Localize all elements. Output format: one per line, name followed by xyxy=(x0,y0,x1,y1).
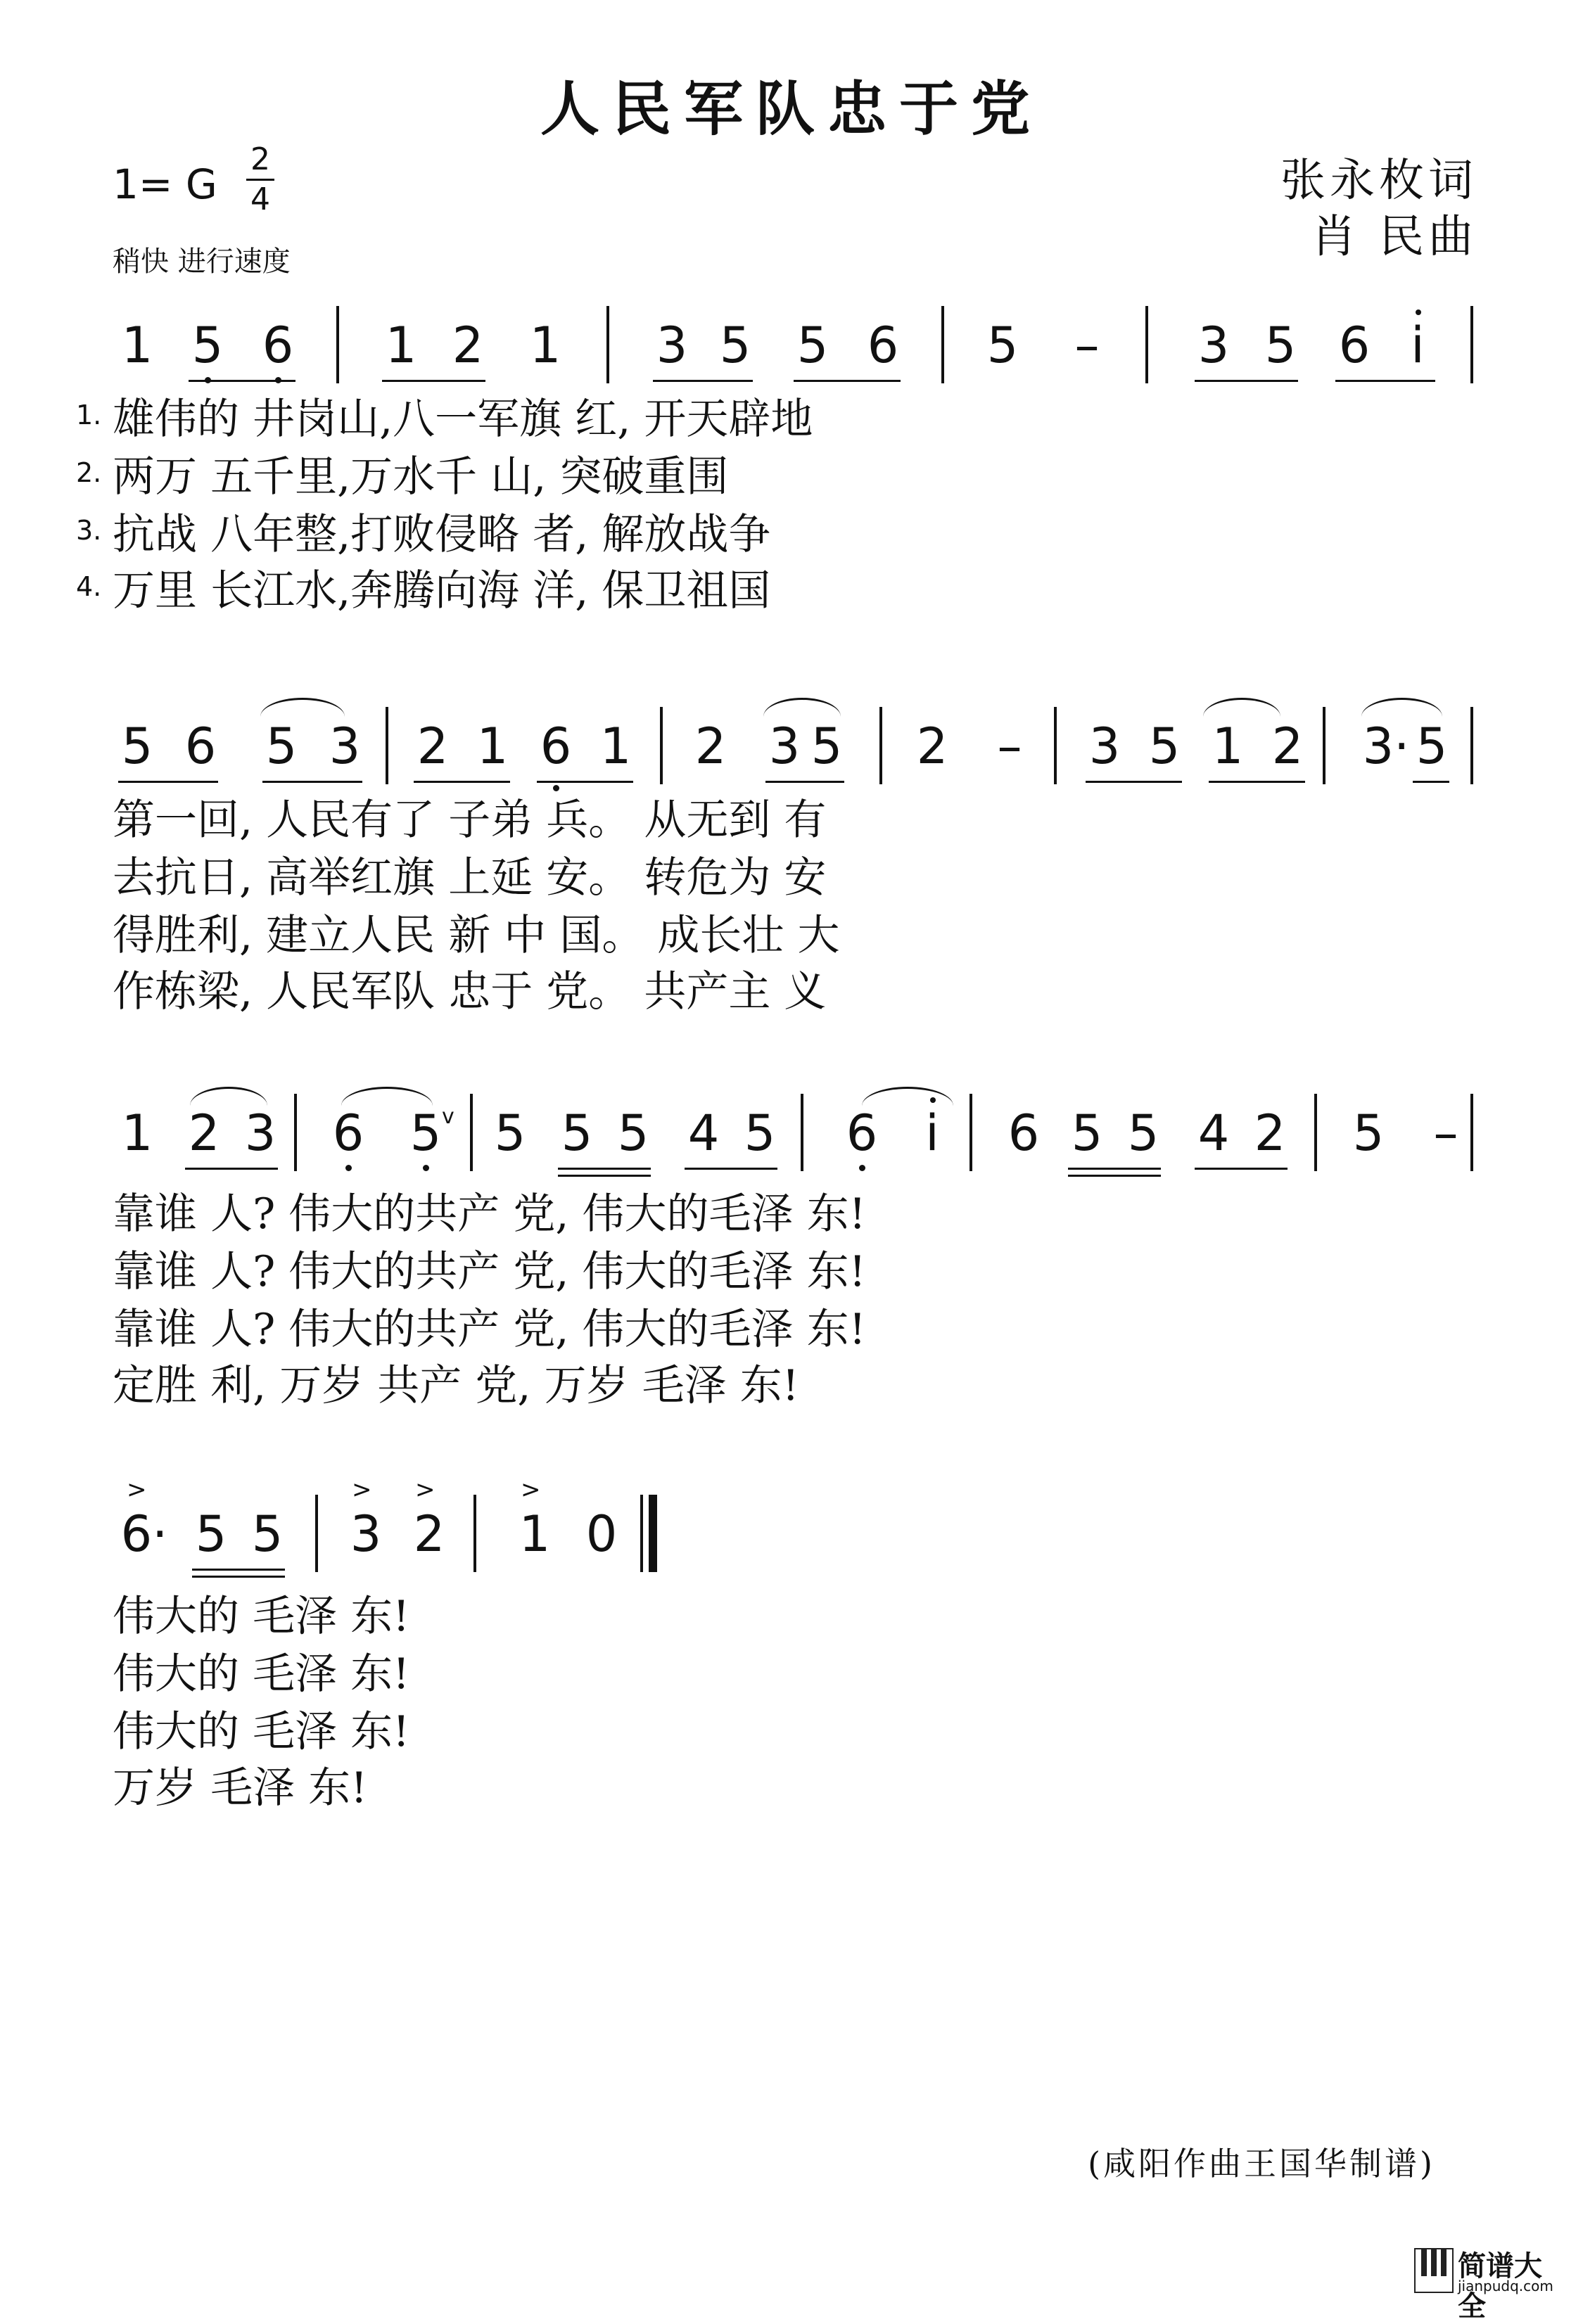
note: 4 xyxy=(687,1104,720,1162)
lyric-line: 万里 长江水,奔腾向海 洋, 保卫祖国 xyxy=(113,566,771,615)
verse-number: 3. xyxy=(76,515,102,546)
lyric-line: 两万 五千里,万水千 山, 突破重围 xyxy=(113,452,729,502)
note: 5 xyxy=(190,317,225,374)
lyric-line: 靠谁 人? 伟大的共产 党, 伟大的毛泽 东! xyxy=(113,1305,866,1354)
note: 2 xyxy=(916,717,948,775)
note: 6 xyxy=(184,717,217,775)
note: 1 xyxy=(599,717,632,775)
note: 5 xyxy=(810,717,843,775)
breath-mark: v xyxy=(442,1104,454,1129)
note: 5 xyxy=(121,717,153,775)
note: 3· xyxy=(1362,717,1410,775)
note: 6 xyxy=(1007,1104,1040,1162)
note: 1 xyxy=(519,1505,551,1563)
note: 5 xyxy=(265,717,298,775)
note: 0 xyxy=(585,1505,618,1563)
note: 3 xyxy=(1088,717,1121,775)
lyric-line: 伟大的 毛泽 东! xyxy=(113,1707,410,1756)
note: 6 xyxy=(1338,317,1371,374)
note: 2 xyxy=(417,717,449,775)
note: 2 xyxy=(1271,717,1304,775)
accent-mark: > xyxy=(415,1476,436,1504)
note: 1 xyxy=(476,717,509,775)
note: 1 xyxy=(529,317,561,374)
lyric-line: 靠谁 人? 伟大的共产 党, 伟大的毛泽 东! xyxy=(113,1247,866,1296)
note: 5 xyxy=(494,1104,526,1162)
verse-number: 2. xyxy=(76,457,102,488)
accent-mark: > xyxy=(521,1476,541,1504)
note: – xyxy=(1433,1104,1458,1162)
lyric-line: 去抗日, 高举红旗 上延 安。 转危为 安 xyxy=(113,853,827,902)
note: 5 xyxy=(251,1505,284,1563)
note: 5 xyxy=(986,317,1019,374)
note: 3 xyxy=(329,717,361,775)
lyric-line: 第一回, 人民有了 子弟 兵。 从无到 有 xyxy=(113,796,827,845)
note: 1 xyxy=(121,317,153,374)
accent-mark: > xyxy=(352,1476,372,1504)
brand-name: 简谱大全 xyxy=(1458,2250,1542,2323)
transcriber-credit: (咸阳作曲王国华制谱) xyxy=(1088,2145,1435,2183)
note: 1 xyxy=(121,1104,153,1162)
site-logo[interactable] xyxy=(1414,2244,1569,2323)
note: 6 xyxy=(538,717,573,775)
note: 5 xyxy=(561,1104,593,1162)
note: 5 xyxy=(1264,317,1297,374)
lyric-line: 作栋梁, 人民军队 忠于 党。 共产主 义 xyxy=(113,967,827,1016)
accent-mark: > xyxy=(127,1476,147,1504)
note: 3 xyxy=(350,1505,382,1563)
tempo-marking: 稍快 进行速度 xyxy=(113,245,291,278)
lyric-line: 抗战 八年整,打败侵略 者, 解放战争 xyxy=(113,510,771,559)
note: 5 xyxy=(719,317,751,374)
piano-keys-icon xyxy=(1414,2248,1454,2293)
note: 5 xyxy=(1127,1104,1159,1162)
note: 6 xyxy=(260,317,295,374)
time-sig-denominator: 4 xyxy=(250,181,270,217)
note: 2 xyxy=(413,1505,445,1563)
lyric-line: 伟大的 毛泽 东! xyxy=(113,1592,410,1641)
note: 5 xyxy=(408,1104,443,1162)
note: 5 xyxy=(1148,717,1181,775)
note: 5 xyxy=(1352,1104,1385,1162)
note: 4 xyxy=(1197,1104,1230,1162)
note: 6 xyxy=(867,317,899,374)
note: 3 xyxy=(768,717,801,775)
key-signature: 1= G xyxy=(113,160,217,208)
note: 6· xyxy=(120,1505,168,1563)
page-title: 人民军队忠于党 xyxy=(540,74,1043,143)
time-sig-numerator: 2 xyxy=(250,141,270,177)
lyric-line: 靠谁 人? 伟大的共产 党, 伟大的毛泽 东! xyxy=(113,1189,866,1239)
note: 2 xyxy=(452,317,484,374)
note: 5 xyxy=(796,317,829,374)
lyric-line: 雄伟的 井岗山,八一军旗 红, 开天辟地 xyxy=(113,395,813,444)
brand-url: jianpudq.com xyxy=(1458,2278,1553,2294)
note: 3 xyxy=(656,317,688,374)
note: – xyxy=(997,717,1022,775)
note: 6 xyxy=(844,1104,879,1162)
note: 2 xyxy=(188,1104,220,1162)
note: 5 xyxy=(744,1104,776,1162)
note: 5 xyxy=(1071,1104,1103,1162)
lyric-line: 定胜 利, 万岁 共产 党, 万岁 毛泽 东! xyxy=(113,1361,799,1410)
note: i xyxy=(1400,317,1435,374)
note: 5 xyxy=(1416,717,1448,775)
verse-number: 1. xyxy=(76,400,102,430)
note: 2 xyxy=(694,717,727,775)
note: 5 xyxy=(617,1104,649,1162)
note: 2 xyxy=(1254,1104,1286,1162)
note: 1 xyxy=(385,317,417,374)
composer-credit: 肖 民曲 xyxy=(1311,211,1477,263)
note: 6 xyxy=(331,1104,366,1162)
note: 3 xyxy=(244,1104,276,1162)
note: 3 xyxy=(1197,317,1230,374)
verse-number: 4. xyxy=(76,571,102,602)
note: i xyxy=(915,1104,950,1162)
note: 1 xyxy=(1212,717,1244,775)
note: – xyxy=(1074,317,1100,374)
lyric-line: 得胜利, 建立人民 新 中 国。 成长壮 大 xyxy=(113,911,840,960)
time-signature xyxy=(246,142,274,217)
lyric-line: 万岁 毛泽 东! xyxy=(113,1763,368,1813)
lyricist-credit: 张永枚词 xyxy=(1280,155,1477,207)
lyric-line: 伟大的 毛泽 东! xyxy=(113,1649,410,1699)
note: 5 xyxy=(195,1505,227,1563)
